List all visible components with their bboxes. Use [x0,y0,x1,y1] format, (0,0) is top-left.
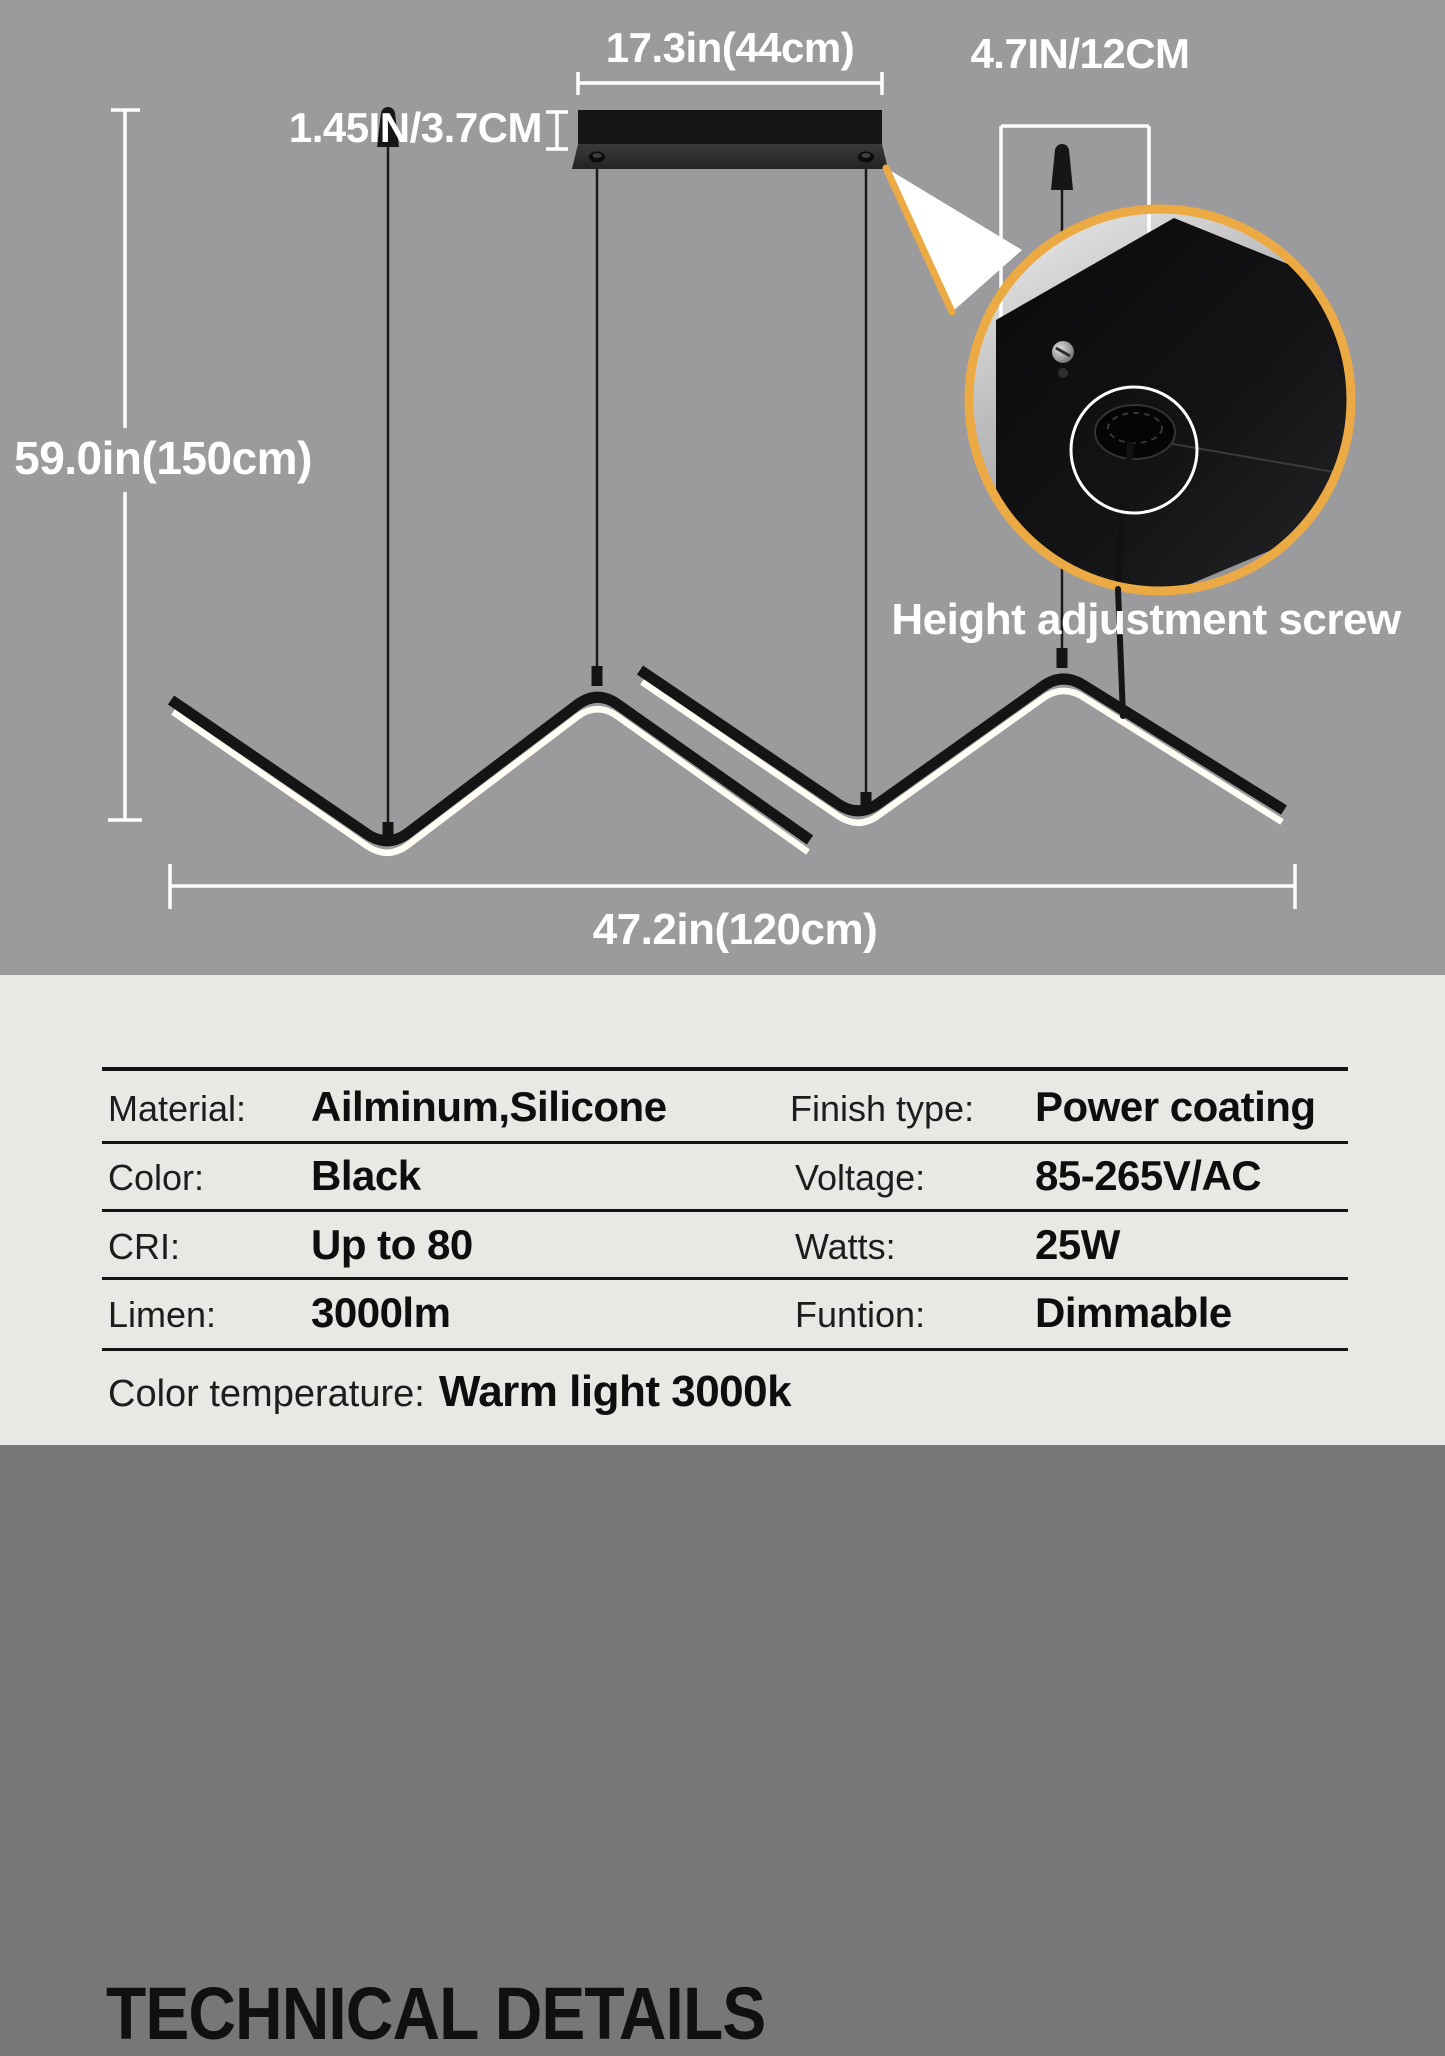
spec-label-lumen: Limen: [108,1294,217,1335]
height-adjustment-label: Height adjustment screw [891,595,1401,644]
canopy-width-label: 17.3in(44cm) [605,24,855,71]
canopy-screw-right [858,152,874,163]
lamp-connector-valley-1 [383,822,394,842]
canopy-screw-left [589,152,605,163]
drop-dimension-label: 59.0in(150cm) [14,432,312,484]
lamp-connector-peak-2 [1057,648,1068,668]
row-divider [102,1277,1348,1280]
spec-label-cri: CRI: [108,1226,180,1267]
fixture-width-label: 47.2in(120cm) [592,905,878,954]
ceiling-canopy [572,110,888,169]
spec-value-color-temperature: Warm light 3000k [438,1367,792,1416]
row-divider [102,1209,1348,1212]
heading-rule [102,1067,1348,1071]
spec-label-watts: Watts: [795,1226,896,1267]
spec-label-color-temperature: Color temperature: [108,1373,425,1415]
spec-label-color: Color: [108,1157,205,1198]
section-title: TECHNICAL DETAILS [106,1972,766,2055]
spec-label-finish-type: Finish type: [790,1088,975,1129]
technical-details-section [0,975,1445,2055]
row-divider [102,1141,1348,1144]
pendant-light-diagram [0,0,1445,975]
spec-value-voltage: 85-265V/AC [1035,1152,1262,1199]
spec-value-cri: Up to 80 [311,1221,473,1268]
lamp-connector-valley-2 [861,792,872,812]
spec-label-function: Funtion: [795,1294,926,1335]
row-divider [102,1348,1348,1351]
spec-value-material: Ailminum,Silicone [311,1083,667,1130]
lamp-connector-peak-1 [592,666,603,686]
spec-value-color: Black [311,1152,421,1199]
spec-value-lumen: 3000lm [311,1289,451,1336]
hanger-dimension-label: 4.7IN/12CM [970,30,1190,77]
spec-value-function: Dimmable [1035,1289,1232,1336]
spec-label-voltage: Voltage: [795,1157,926,1198]
color-temperature-row [108,1367,791,1417]
spec-value-finish-type: Power coating [1035,1083,1316,1130]
wire-hole [1095,405,1175,459]
canopy-height-label: 1.45IN/3.7CM [288,104,542,151]
spec-label-material: Material: [108,1088,247,1129]
spec-value-watts: 25W [1035,1221,1120,1268]
